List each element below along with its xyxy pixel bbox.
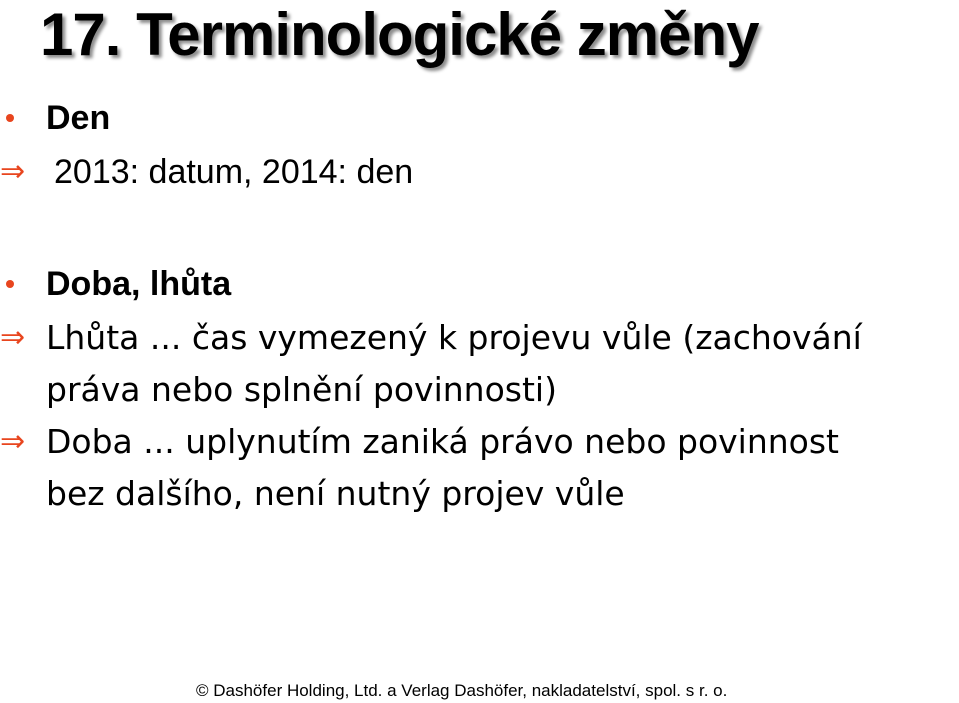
item-line: 2013: datum, 2014: den [54, 153, 414, 191]
section-heading: Doba, lhůta [46, 265, 232, 303]
item-line: bez dalšího, není nutný projev vůle [46, 474, 625, 513]
item-line: Doba ... uplynutím zaniká právo nebo povinnost [46, 422, 839, 461]
implies-arrow-icon: ⇒ [0, 424, 26, 459]
section-heading: Den [46, 99, 111, 137]
footer-copyright: © Dashöfer Holding, Ltd. a Verlag Dashöfer, nakladatelství, spol. s r. o. [196, 681, 728, 700]
implies-arrow-icon: ⇒ [0, 320, 26, 355]
item-line: práva nebo splnění povinnosti) [46, 370, 557, 409]
dot-bullet-icon [6, 280, 14, 288]
item-line: Lhůta ... čas vymezený k projevu vůle (zachování [46, 318, 862, 357]
implies-arrow-icon: ⇒ [0, 154, 26, 189]
dot-bullet-icon [6, 114, 14, 122]
slide-title: 17. Terminologické změny [40, 1, 759, 68]
